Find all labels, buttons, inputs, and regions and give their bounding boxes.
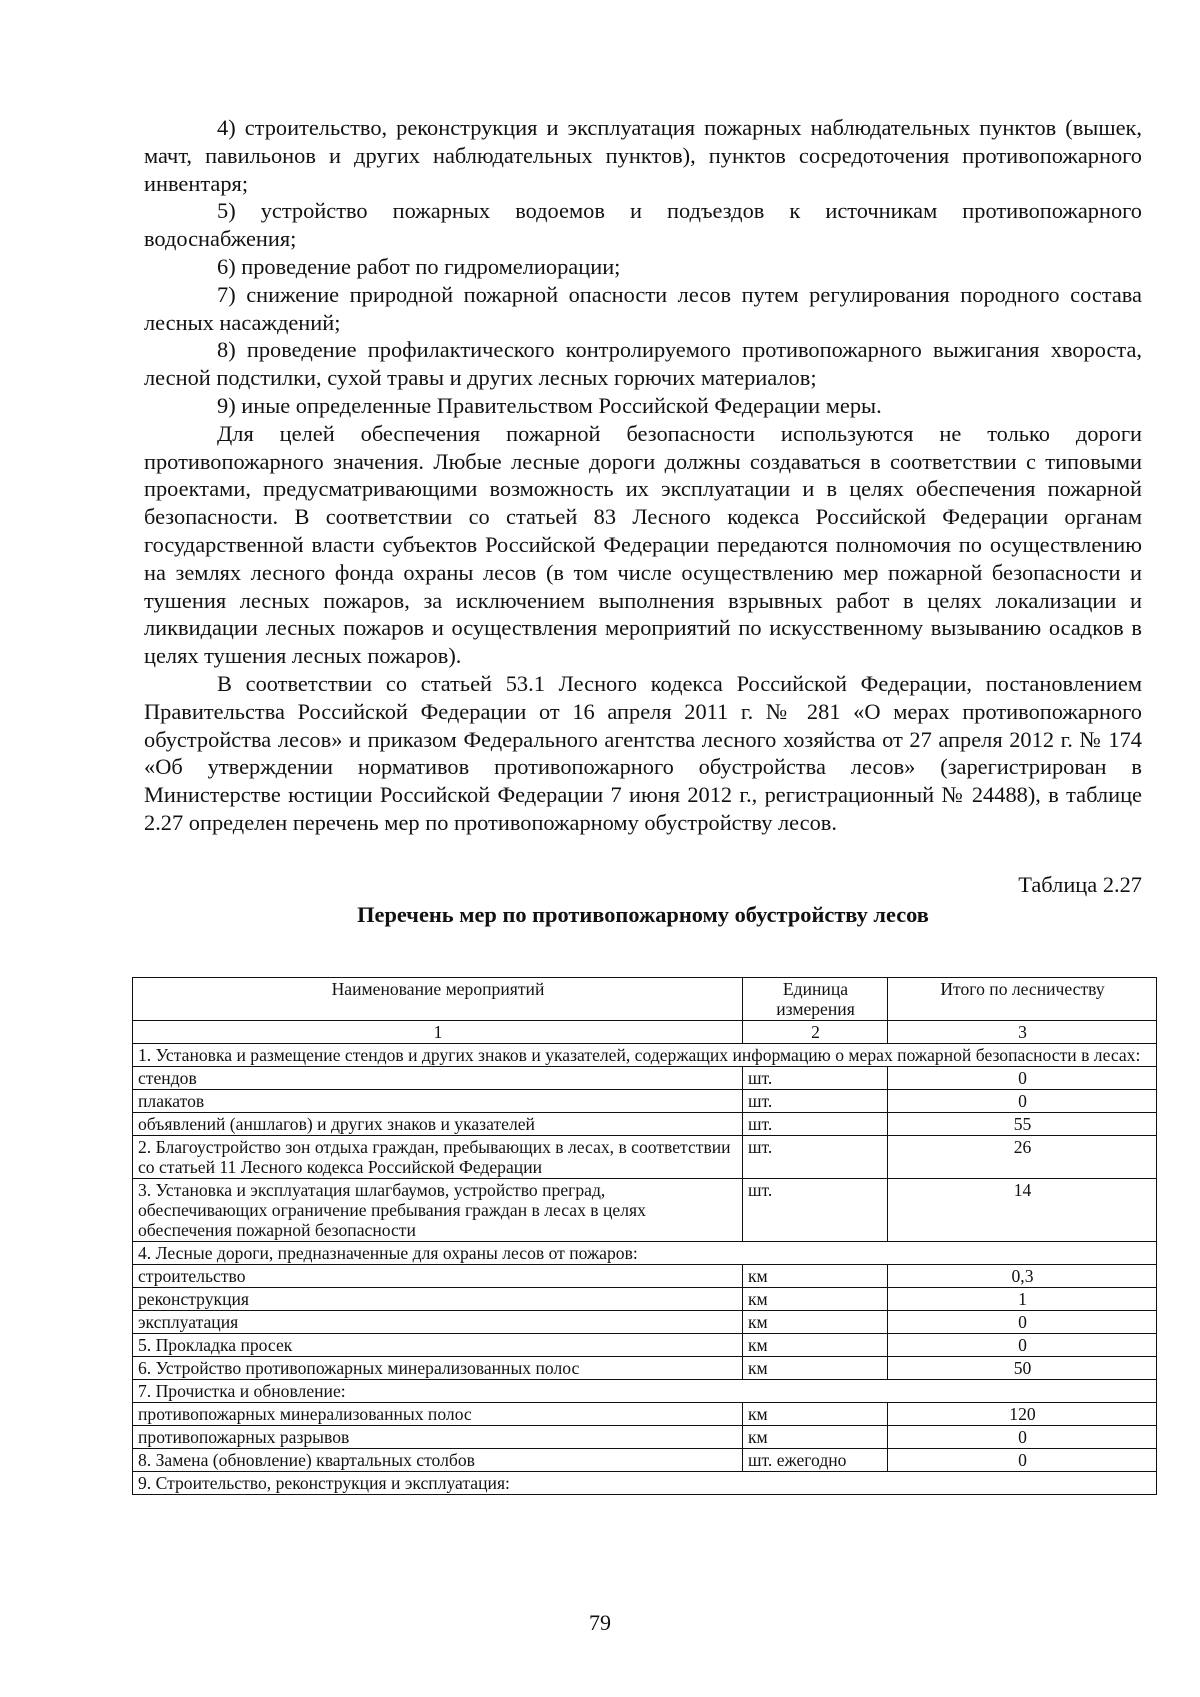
measure-total: 0	[888, 1067, 1157, 1090]
measure-name: стендов	[133, 1067, 743, 1090]
measure-name: реконструкция	[133, 1288, 743, 1311]
table-header	[133, 978, 1157, 1044]
measures-table	[132, 977, 1157, 1495]
measure-total: 0,3	[888, 1265, 1157, 1288]
measure-unit: шт.	[743, 1113, 888, 1136]
measure-name: 5. Прокладка просек	[133, 1334, 743, 1357]
header-unit: Единица измерения	[743, 978, 888, 1021]
paragraph-item-4: 4) строительство, реконструкция и эксплуатация пожарных наблюдательных пунктов (вышек, мачт, павильонов и других наблюдательных пунктов), пунктов сосредоточения противопожарного инвентаря;	[144, 115, 1142, 196]
measure-name: противопожарных минерализованных полос	[133, 1403, 743, 1426]
measure-total: 55	[888, 1113, 1157, 1136]
header-total: Итого по лесничеству	[888, 978, 1157, 1021]
table-row	[133, 1334, 1157, 1357]
paragraph-legal-basis: В соответствии со статьей 53.1 Лесного кодекса Российской Федерации, постановлением Правительства Российской Федерации от 16 апреля 2011 г. № 281 «О мерах противопожарного обустройства лесов» и приказом Федерального агентства лесного хозяйства от 27 апреля 2012 г. № 174 «Об утверждении нормативов противопожарного обустройства лесов» (зарегистрирован в Министерстве юстиции Российской Федерации 7 июня 2012 г., регистрационный № 24488), в таблице 2.27 определен перечень мер по противопожарному обустройству лесов.	[144, 670, 1142, 835]
measure-unit: шт.	[743, 1179, 888, 1242]
measure-name: 8. Замена (обновление) квартальных столбов	[133, 1449, 743, 1472]
measure-name: строительство	[133, 1265, 743, 1288]
paragraph-item-9: 9) иные определенные Правительством Российской Федерации меры.	[217, 392, 882, 418]
table-row	[133, 1067, 1157, 1090]
measure-total: 0	[888, 1334, 1157, 1357]
measure-name: объявлений (аншлагов) и других знаков и указателей	[133, 1113, 743, 1136]
header-name: Наименование мероприятий	[133, 978, 743, 1021]
table-caption: Таблица 2.27	[1018, 871, 1142, 897]
page-number: 79	[589, 1610, 611, 1635]
measure-unit: км	[743, 1265, 888, 1288]
measure-total: 0	[888, 1449, 1157, 1472]
section-title: 4. Лесные дороги, предназначенные для охраны лесов от пожаров:	[133, 1242, 1157, 1265]
column-number-2: 2	[743, 1021, 888, 1044]
measure-unit: км	[743, 1288, 888, 1311]
table-section-row	[133, 1380, 1157, 1403]
table-row	[133, 1449, 1157, 1472]
measure-unit: км	[743, 1311, 888, 1334]
body-text	[144, 114, 1142, 837]
measure-unit: км	[743, 1334, 888, 1357]
paragraph-item-5: 5) устройство пожарных водоемов и подъездов к источникам противопожарного водоснабжения;	[144, 198, 1142, 252]
section-title: 9. Строительство, реконструкция и эксплуатация:	[133, 1472, 1157, 1495]
measure-total: 0	[888, 1426, 1157, 1449]
measure-total: 50	[888, 1357, 1157, 1380]
table-row	[133, 1265, 1157, 1288]
table-row	[133, 1136, 1157, 1179]
measure-name: плакатов	[133, 1090, 743, 1113]
measure-total: 0	[888, 1090, 1157, 1113]
measure-unit: шт. ежегодно	[743, 1449, 888, 1472]
table-row	[133, 1357, 1157, 1380]
table-row	[133, 1090, 1157, 1113]
measure-unit: км	[743, 1426, 888, 1449]
measure-unit: шт.	[743, 1090, 888, 1113]
table-header-row	[133, 978, 1157, 1021]
table-row	[133, 1113, 1157, 1136]
paragraph-item-6: 6) проведение работ по гидромелиорации;	[217, 253, 621, 279]
measure-name: 6. Устройство противопожарных минерализованных полос	[133, 1357, 743, 1380]
table-row	[133, 1426, 1157, 1449]
table-number-row	[133, 1021, 1157, 1044]
paragraph-fire-safety: Для целей обеспечения пожарной безопасности используются не только дороги противопожарного значения. Любые лесные дороги должны создаваться в соответствии с типовыми проектами, предусматривающими возможность их эксплуатации и в целях обеспечения пожарной безопасности. В соответствии со статьей 83 Лесного кодекса Российской Федерации органам государственной власти субъектов Российской Федерации передаются полномочия по осуществлению на землях лесного фонда охраны лесов (в том числе осуществлению мер пожарной безопасности и тушения лесных пожаров, за исключением выполнения взрывных работ в целях локализации и ликвидации лесных пожаров и осуществления мероприятий по искусственному вызыванию осадков в целях тушения лесных пожаров).	[144, 420, 1142, 669]
table-section-row	[133, 1044, 1157, 1067]
measure-total: 1	[888, 1288, 1157, 1311]
measure-name: эксплуатация	[133, 1311, 743, 1334]
measure-total: 26	[888, 1136, 1157, 1179]
measure-unit: км	[743, 1403, 888, 1426]
measure-unit: км	[743, 1357, 888, 1380]
measure-total: 120	[888, 1403, 1157, 1426]
measure-total: 14	[888, 1179, 1157, 1242]
section-title: 7. Прочистка и обновление:	[133, 1380, 1157, 1403]
section-title: 1. Установка и размещение стендов и других знаков и указателей, содержащих информацию о мерах пожарной безопасности в лесах:	[133, 1044, 1157, 1067]
measure-unit: шт.	[743, 1067, 888, 1090]
measure-name: противопожарных разрывов	[133, 1426, 743, 1449]
table-row	[133, 1179, 1157, 1242]
measure-name: 2. Благоустройство зон отдыха граждан, пребывающих в лесах, в соответствии со статьей 11 Лесного кодекса Российской Федерации	[133, 1136, 743, 1179]
paragraph-item-8: 8) проведение профилактического контролируемого противопожарного выжигания хвороста, лесной подстилки, сухой травы и других лесных горючих материалов;	[144, 337, 1142, 391]
table-section-row	[133, 1472, 1157, 1495]
document-page	[144, 114, 1142, 929]
column-number-3: 3	[888, 1021, 1157, 1044]
measure-name: 3. Установка и эксплуатация шлагбаумов, устройство преград, обеспечивающих ограничение пребывания граждан в лесах в целях обеспечения пожарной безопасности	[133, 1179, 743, 1242]
measure-total: 0	[888, 1311, 1157, 1334]
table-row	[133, 1288, 1157, 1311]
table-title: Перечень мер по противопожарному обустройству лесов	[357, 901, 929, 927]
column-number-1: 1	[133, 1021, 743, 1044]
measure-unit: шт.	[743, 1136, 888, 1179]
table-section-row	[133, 1242, 1157, 1265]
table-row	[133, 1311, 1157, 1334]
table-row	[133, 1403, 1157, 1426]
paragraph-item-7: 7) снижение природной пожарной опасности лесов путем регулирования породного состава лесных насаждений;	[144, 281, 1142, 335]
table-body	[133, 1044, 1157, 1495]
